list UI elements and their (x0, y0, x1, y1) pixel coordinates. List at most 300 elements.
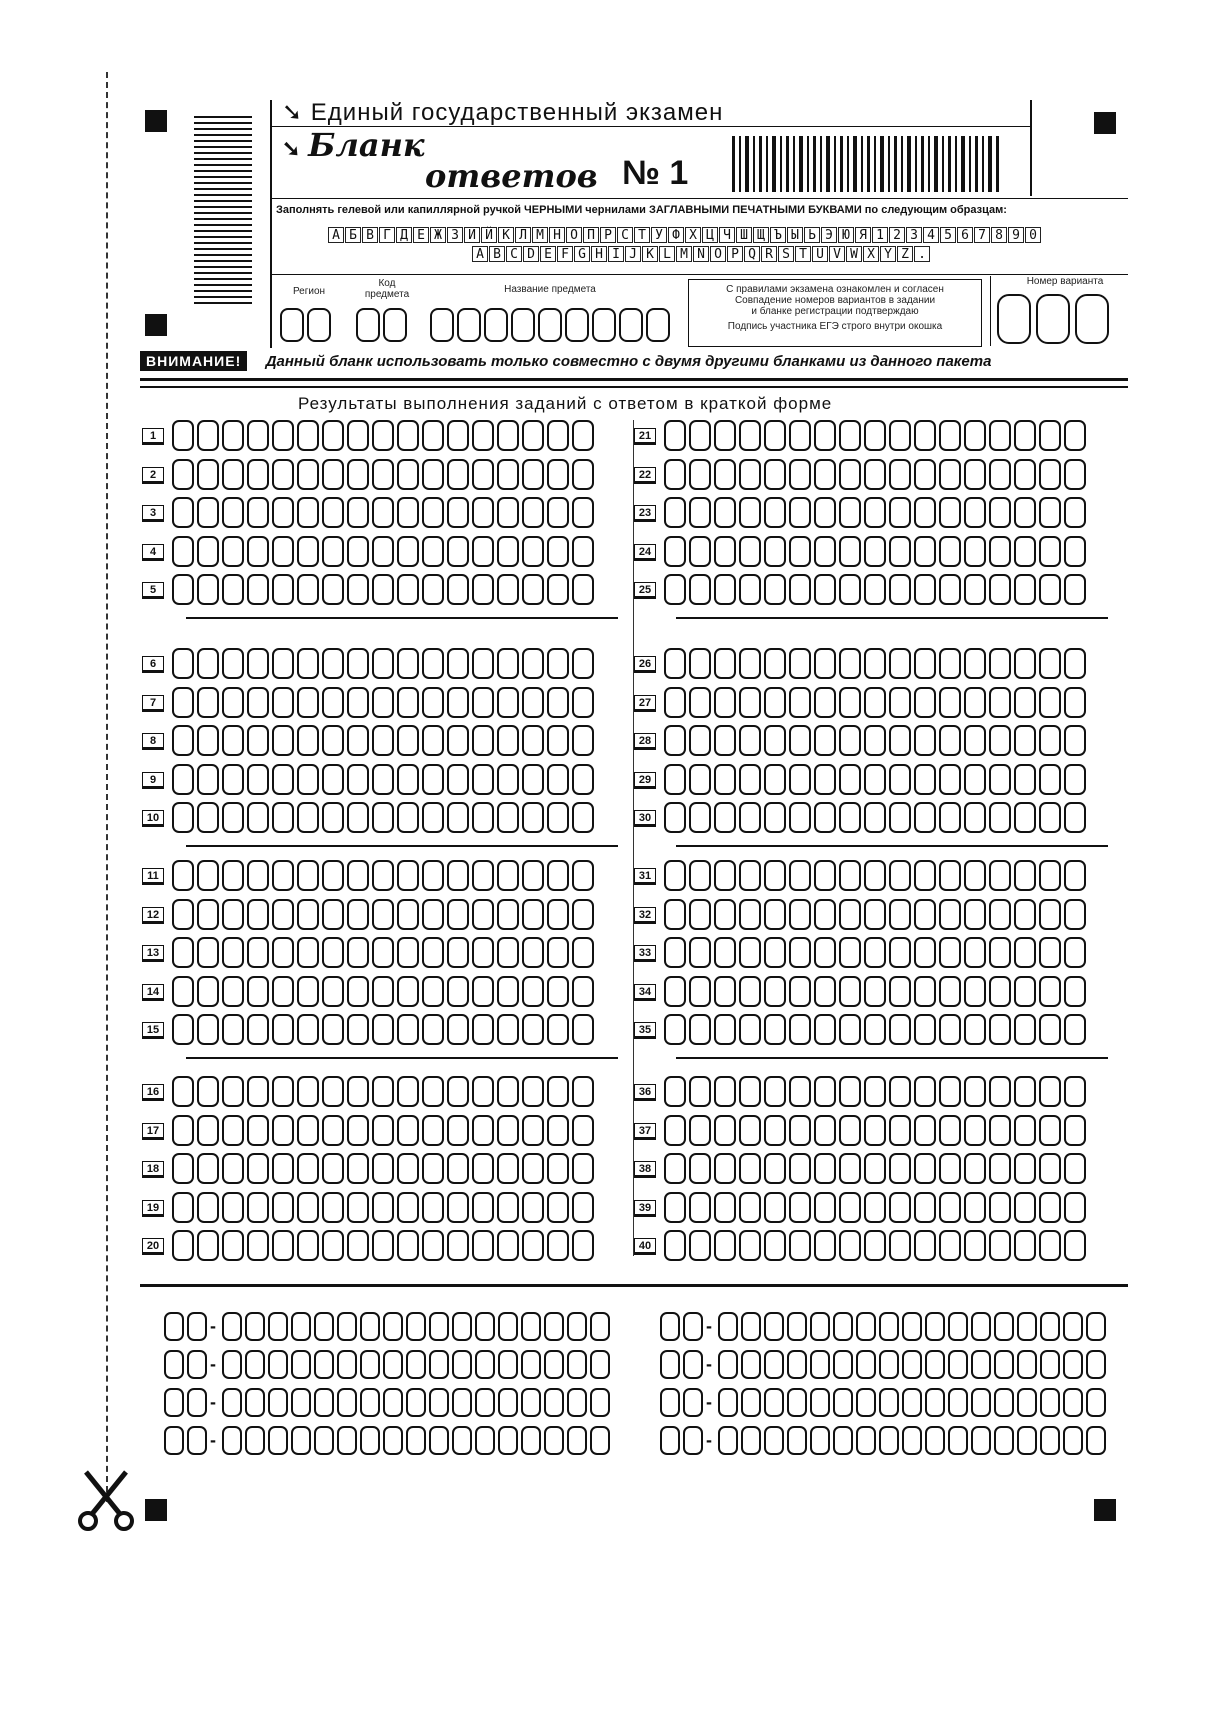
answer-cell[interactable] (714, 459, 736, 490)
answer-cell[interactable] (522, 648, 544, 679)
answer-cell[interactable] (172, 1153, 194, 1184)
answer-cell[interactable] (864, 1076, 886, 1107)
answer-cell[interactable] (497, 420, 519, 451)
subject-name-input[interactable] (619, 308, 643, 342)
answer-cell[interactable] (222, 420, 244, 451)
answer-cell[interactable] (839, 459, 861, 490)
answer-cell[interactable] (939, 764, 961, 795)
answer-cell[interactable] (197, 574, 219, 605)
correction-answer-cell[interactable] (406, 1388, 426, 1417)
answer-cell[interactable] (964, 459, 986, 490)
answer-cell[interactable] (372, 497, 394, 528)
answer-cell[interactable] (1014, 899, 1036, 930)
correction-answer-cell[interactable] (1086, 1426, 1106, 1455)
correction-answer-cell[interactable] (452, 1388, 472, 1417)
answer-cell[interactable] (572, 648, 594, 679)
answer-cell[interactable] (197, 1153, 219, 1184)
answer-cell[interactable] (939, 459, 961, 490)
answer-cell[interactable] (814, 687, 836, 718)
answer-cell[interactable] (1039, 802, 1061, 833)
answer-cell[interactable] (447, 1115, 469, 1146)
answer-cell[interactable] (272, 937, 294, 968)
answer-cell[interactable] (547, 937, 569, 968)
answer-cell[interactable] (347, 860, 369, 891)
answer-cell[interactable] (864, 536, 886, 567)
answer-cell[interactable] (989, 574, 1011, 605)
answer-cell[interactable] (497, 1014, 519, 1045)
answer-cell[interactable] (197, 976, 219, 1007)
answer-cell[interactable] (522, 687, 544, 718)
answer-cell[interactable] (172, 937, 194, 968)
answer-cell[interactable] (989, 1014, 1011, 1045)
answer-cell[interactable] (789, 725, 811, 756)
answer-cell[interactable] (689, 899, 711, 930)
correction-answer-cell[interactable] (971, 1312, 991, 1341)
answer-cell[interactable] (764, 420, 786, 451)
answer-cell[interactable] (472, 802, 494, 833)
answer-cell[interactable] (914, 1192, 936, 1223)
correction-answer-cell[interactable] (429, 1312, 449, 1341)
answer-cell[interactable] (889, 976, 911, 1007)
answer-cell[interactable] (789, 1014, 811, 1045)
answer-cell[interactable] (222, 1014, 244, 1045)
answer-cell[interactable] (689, 1153, 711, 1184)
answer-cell[interactable] (689, 1115, 711, 1146)
answer-cell[interactable] (714, 860, 736, 891)
answer-cell[interactable] (497, 899, 519, 930)
answer-cell[interactable] (864, 1230, 886, 1261)
answer-cell[interactable] (664, 860, 686, 891)
answer-cell[interactable] (522, 802, 544, 833)
answer-cell[interactable] (222, 459, 244, 490)
answer-cell[interactable] (914, 420, 936, 451)
answer-cell[interactable] (789, 687, 811, 718)
answer-cell[interactable] (1064, 1076, 1086, 1107)
answer-cell[interactable] (664, 937, 686, 968)
answer-cell[interactable] (372, 764, 394, 795)
answer-cell[interactable] (297, 648, 319, 679)
answer-cell[interactable] (447, 536, 469, 567)
answer-cell[interactable] (547, 497, 569, 528)
correction-number-cell[interactable] (187, 1426, 207, 1455)
correction-answer-cell[interactable] (406, 1426, 426, 1455)
answer-cell[interactable] (939, 687, 961, 718)
answer-cell[interactable] (1064, 420, 1086, 451)
answer-cell[interactable] (889, 574, 911, 605)
answer-cell[interactable] (814, 497, 836, 528)
correction-answer-cell[interactable] (1017, 1388, 1037, 1417)
answer-cell[interactable] (889, 1076, 911, 1107)
answer-cell[interactable] (714, 420, 736, 451)
answer-cell[interactable] (547, 420, 569, 451)
answer-cell[interactable] (372, 1153, 394, 1184)
correction-answer-cell[interactable] (925, 1426, 945, 1455)
answer-cell[interactable] (497, 648, 519, 679)
answer-cell[interactable] (739, 899, 761, 930)
answer-cell[interactable] (297, 937, 319, 968)
answer-cell[interactable] (572, 1192, 594, 1223)
answer-cell[interactable] (297, 420, 319, 451)
answer-cell[interactable] (522, 536, 544, 567)
answer-cell[interactable] (222, 1153, 244, 1184)
answer-cell[interactable] (714, 497, 736, 528)
answer-cell[interactable] (447, 899, 469, 930)
answer-cell[interactable] (572, 1076, 594, 1107)
answer-cell[interactable] (222, 687, 244, 718)
correction-answer-cell[interactable] (856, 1312, 876, 1341)
answer-cell[interactable] (322, 1153, 344, 1184)
correction-answer-cell[interactable] (1017, 1312, 1037, 1341)
answer-cell[interactable] (964, 937, 986, 968)
correction-answer-cell[interactable] (429, 1426, 449, 1455)
answer-cell[interactable] (989, 937, 1011, 968)
answer-cell[interactable] (664, 497, 686, 528)
correction-number-cell[interactable] (660, 1388, 680, 1417)
answer-cell[interactable] (247, 1192, 269, 1223)
answer-cell[interactable] (789, 1192, 811, 1223)
answer-cell[interactable] (914, 899, 936, 930)
answer-cell[interactable] (1039, 1014, 1061, 1045)
answer-cell[interactable] (1014, 725, 1036, 756)
answer-cell[interactable] (397, 420, 419, 451)
answer-cell[interactable] (472, 1115, 494, 1146)
answer-cell[interactable] (397, 764, 419, 795)
correction-answer-cell[interactable] (429, 1388, 449, 1417)
answer-cell[interactable] (789, 459, 811, 490)
answer-cell[interactable] (964, 1192, 986, 1223)
answer-cell[interactable] (1014, 459, 1036, 490)
answer-cell[interactable] (397, 459, 419, 490)
correction-number-cell[interactable] (683, 1426, 703, 1455)
correction-answer-cell[interactable] (544, 1312, 564, 1341)
answer-cell[interactable] (372, 459, 394, 490)
correction-answer-cell[interactable] (521, 1350, 541, 1379)
answer-cell[interactable] (764, 497, 786, 528)
correction-answer-cell[interactable] (764, 1312, 784, 1341)
correction-answer-cell[interactable] (948, 1426, 968, 1455)
correction-answer-cell[interactable] (718, 1312, 738, 1341)
correction-answer-cell[interactable] (567, 1312, 587, 1341)
answer-cell[interactable] (914, 802, 936, 833)
answer-cell[interactable] (172, 725, 194, 756)
answer-cell[interactable] (739, 648, 761, 679)
answer-cell[interactable] (347, 687, 369, 718)
answer-cell[interactable] (547, 1014, 569, 1045)
subject-name-input[interactable] (430, 308, 454, 342)
correction-answer-cell[interactable] (475, 1426, 495, 1455)
answer-cell[interactable] (739, 420, 761, 451)
answer-cell[interactable] (764, 459, 786, 490)
answer-cell[interactable] (739, 1192, 761, 1223)
answer-cell[interactable] (839, 802, 861, 833)
answer-cell[interactable] (372, 420, 394, 451)
answer-cell[interactable] (714, 937, 736, 968)
answer-cell[interactable] (1014, 1115, 1036, 1146)
answer-cell[interactable] (422, 764, 444, 795)
signature-box[interactable] (688, 279, 982, 347)
answer-cell[interactable] (172, 1192, 194, 1223)
answer-cell[interactable] (197, 764, 219, 795)
answer-cell[interactable] (764, 802, 786, 833)
answer-cell[interactable] (422, 1014, 444, 1045)
correction-answer-cell[interactable] (406, 1350, 426, 1379)
answer-cell[interactable] (714, 1230, 736, 1261)
answer-cell[interactable] (789, 976, 811, 1007)
answer-cell[interactable] (572, 937, 594, 968)
answer-cell[interactable] (247, 860, 269, 891)
answer-cell[interactable] (939, 802, 961, 833)
correction-answer-cell[interactable] (314, 1426, 334, 1455)
answer-cell[interactable] (197, 497, 219, 528)
answer-cell[interactable] (739, 764, 761, 795)
answer-cell[interactable] (889, 1153, 911, 1184)
answer-cell[interactable] (839, 648, 861, 679)
answer-cell[interactable] (197, 899, 219, 930)
answer-cell[interactable] (547, 899, 569, 930)
answer-cell[interactable] (739, 497, 761, 528)
answer-cell[interactable] (1039, 1192, 1061, 1223)
answer-cell[interactable] (322, 459, 344, 490)
answer-cell[interactable] (889, 687, 911, 718)
answer-cell[interactable] (222, 536, 244, 567)
answer-cell[interactable] (889, 1192, 911, 1223)
answer-cell[interactable] (547, 1192, 569, 1223)
correction-answer-cell[interactable] (498, 1312, 518, 1341)
answer-cell[interactable] (1039, 459, 1061, 490)
answer-cell[interactable] (322, 899, 344, 930)
answer-cell[interactable] (814, 764, 836, 795)
answer-cell[interactable] (989, 725, 1011, 756)
answer-cell[interactable] (1014, 937, 1036, 968)
answer-cell[interactable] (764, 687, 786, 718)
answer-cell[interactable] (397, 1076, 419, 1107)
subject-name-input[interactable] (646, 308, 670, 342)
answer-cell[interactable] (472, 764, 494, 795)
answer-cell[interactable] (547, 1115, 569, 1146)
answer-cell[interactable] (764, 860, 786, 891)
answer-cell[interactable] (272, 574, 294, 605)
correction-answer-cell[interactable] (567, 1426, 587, 1455)
answer-cell[interactable] (247, 420, 269, 451)
answer-cell[interactable] (814, 1076, 836, 1107)
answer-cell[interactable] (297, 802, 319, 833)
answer-cell[interactable] (572, 420, 594, 451)
correction-answer-cell[interactable] (764, 1350, 784, 1379)
answer-cell[interactable] (572, 574, 594, 605)
answer-cell[interactable] (664, 1192, 686, 1223)
correction-answer-cell[interactable] (406, 1312, 426, 1341)
answer-cell[interactable] (1064, 1014, 1086, 1045)
answer-cell[interactable] (889, 1230, 911, 1261)
answer-cell[interactable] (1039, 937, 1061, 968)
answer-cell[interactable] (447, 497, 469, 528)
answer-cell[interactable] (964, 687, 986, 718)
answer-cell[interactable] (422, 899, 444, 930)
answer-cell[interactable] (547, 976, 569, 1007)
answer-cell[interactable] (347, 497, 369, 528)
correction-answer-cell[interactable] (787, 1350, 807, 1379)
answer-cell[interactable] (814, 976, 836, 1007)
answer-cell[interactable] (397, 648, 419, 679)
answer-cell[interactable] (222, 764, 244, 795)
answer-cell[interactable] (1014, 497, 1036, 528)
answer-cell[interactable] (272, 899, 294, 930)
answer-cell[interactable] (1039, 899, 1061, 930)
answer-cell[interactable] (347, 764, 369, 795)
answer-cell[interactable] (1039, 1115, 1061, 1146)
answer-cell[interactable] (939, 420, 961, 451)
answer-cell[interactable] (764, 899, 786, 930)
correction-answer-cell[interactable] (1017, 1426, 1037, 1455)
answer-cell[interactable] (397, 725, 419, 756)
answer-cell[interactable] (322, 1230, 344, 1261)
answer-cell[interactable] (322, 725, 344, 756)
answer-cell[interactable] (889, 1115, 911, 1146)
answer-cell[interactable] (547, 725, 569, 756)
answer-cell[interactable] (914, 1115, 936, 1146)
answer-cell[interactable] (814, 1230, 836, 1261)
answer-cell[interactable] (1039, 976, 1061, 1007)
answer-cell[interactable] (522, 976, 544, 1007)
answer-cell[interactable] (1014, 764, 1036, 795)
correction-answer-cell[interactable] (856, 1350, 876, 1379)
answer-cell[interactable] (664, 899, 686, 930)
answer-cell[interactable] (472, 687, 494, 718)
answer-cell[interactable] (272, 725, 294, 756)
correction-answer-cell[interactable] (1040, 1426, 1060, 1455)
answer-cell[interactable] (964, 1153, 986, 1184)
correction-number-cell[interactable] (683, 1388, 703, 1417)
correction-number-cell[interactable] (683, 1350, 703, 1379)
region-input[interactable] (307, 308, 331, 342)
answer-cell[interactable] (1014, 860, 1036, 891)
answer-cell[interactable] (472, 648, 494, 679)
correction-answer-cell[interactable] (925, 1388, 945, 1417)
answer-cell[interactable] (789, 648, 811, 679)
answer-cell[interactable] (1039, 860, 1061, 891)
answer-cell[interactable] (347, 1115, 369, 1146)
correction-answer-cell[interactable] (268, 1426, 288, 1455)
answer-cell[interactable] (789, 497, 811, 528)
answer-cell[interactable] (347, 937, 369, 968)
answer-cell[interactable] (372, 1014, 394, 1045)
answer-cell[interactable] (664, 420, 686, 451)
answer-cell[interactable] (497, 976, 519, 1007)
answer-cell[interactable] (447, 1153, 469, 1184)
answer-cell[interactable] (297, 725, 319, 756)
correction-answer-cell[interactable] (741, 1312, 761, 1341)
answer-cell[interactable] (247, 899, 269, 930)
answer-cell[interactable] (547, 459, 569, 490)
answer-cell[interactable] (814, 420, 836, 451)
answer-cell[interactable] (689, 536, 711, 567)
answer-cell[interactable] (297, 764, 319, 795)
answer-cell[interactable] (497, 1115, 519, 1146)
answer-cell[interactable] (939, 1115, 961, 1146)
answer-cell[interactable] (297, 536, 319, 567)
answer-cell[interactable] (914, 976, 936, 1007)
answer-cell[interactable] (839, 764, 861, 795)
answer-cell[interactable] (522, 1014, 544, 1045)
answer-cell[interactable] (1014, 976, 1036, 1007)
answer-cell[interactable] (447, 725, 469, 756)
answer-cell[interactable] (964, 1115, 986, 1146)
answer-cell[interactable] (572, 725, 594, 756)
answer-cell[interactable] (889, 536, 911, 567)
answer-cell[interactable] (422, 420, 444, 451)
answer-cell[interactable] (347, 1153, 369, 1184)
answer-cell[interactable] (272, 1192, 294, 1223)
correction-answer-cell[interactable] (810, 1388, 830, 1417)
correction-answer-cell[interactable] (1063, 1388, 1083, 1417)
correction-answer-cell[interactable] (314, 1312, 334, 1341)
answer-cell[interactable] (497, 1153, 519, 1184)
correction-answer-cell[interactable] (452, 1312, 472, 1341)
correction-answer-cell[interactable] (245, 1312, 265, 1341)
subject-code-input[interactable] (356, 308, 380, 342)
answer-cell[interactable] (764, 937, 786, 968)
correction-answer-cell[interactable] (291, 1426, 311, 1455)
answer-cell[interactable] (714, 1192, 736, 1223)
answer-cell[interactable] (864, 1192, 886, 1223)
answer-cell[interactable] (914, 497, 936, 528)
answer-cell[interactable] (814, 459, 836, 490)
answer-cell[interactable] (247, 1076, 269, 1107)
answer-cell[interactable] (322, 1192, 344, 1223)
answer-cell[interactable] (197, 459, 219, 490)
correction-answer-cell[interactable] (741, 1388, 761, 1417)
answer-cell[interactable] (689, 687, 711, 718)
answer-cell[interactable] (322, 687, 344, 718)
answer-cell[interactable] (664, 764, 686, 795)
answer-cell[interactable] (814, 802, 836, 833)
answer-cell[interactable] (814, 899, 836, 930)
answer-cell[interactable] (472, 1153, 494, 1184)
correction-answer-cell[interactable] (498, 1426, 518, 1455)
correction-answer-cell[interactable] (544, 1350, 564, 1379)
answer-cell[interactable] (914, 764, 936, 795)
correction-answer-cell[interactable] (383, 1350, 403, 1379)
answer-cell[interactable] (1014, 802, 1036, 833)
correction-answer-cell[interactable] (567, 1350, 587, 1379)
correction-answer-cell[interactable] (337, 1312, 357, 1341)
answer-cell[interactable] (939, 1230, 961, 1261)
answer-cell[interactable] (422, 802, 444, 833)
answer-cell[interactable] (172, 687, 194, 718)
answer-cell[interactable] (964, 764, 986, 795)
answer-cell[interactable] (572, 802, 594, 833)
answer-cell[interactable] (347, 976, 369, 1007)
answer-cell[interactable] (497, 459, 519, 490)
correction-answer-cell[interactable] (810, 1350, 830, 1379)
answer-cell[interactable] (347, 420, 369, 451)
answer-cell[interactable] (447, 687, 469, 718)
correction-answer-cell[interactable] (1040, 1312, 1060, 1341)
answer-cell[interactable] (864, 420, 886, 451)
answer-cell[interactable] (964, 497, 986, 528)
correction-answer-cell[interactable] (810, 1426, 830, 1455)
correction-answer-cell[interactable] (833, 1350, 853, 1379)
answer-cell[interactable] (914, 648, 936, 679)
answer-cell[interactable] (272, 420, 294, 451)
answer-cell[interactable] (989, 764, 1011, 795)
answer-cell[interactable] (689, 1014, 711, 1045)
answer-cell[interactable] (322, 648, 344, 679)
correction-answer-cell[interactable] (948, 1388, 968, 1417)
correction-answer-cell[interactable] (360, 1426, 380, 1455)
correction-answer-cell[interactable] (268, 1350, 288, 1379)
answer-cell[interactable] (714, 1115, 736, 1146)
